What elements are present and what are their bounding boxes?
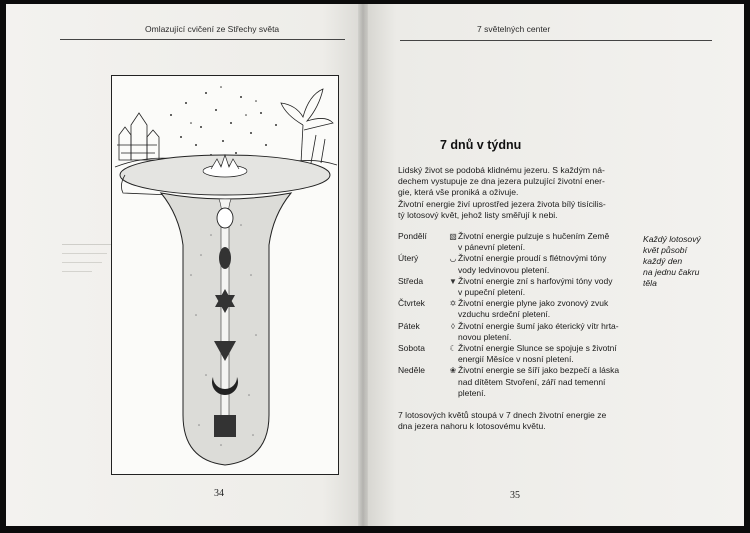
weekday-saturday (398, 343, 638, 365)
margin-note (643, 234, 723, 289)
moon-symbol-icon: ☾ (449, 344, 457, 354)
weekday-thursday (398, 298, 638, 320)
crown-lotus-icon (217, 208, 233, 228)
description-line: Životní energie pulzuje s hučením Země (458, 231, 610, 241)
description-line: vzduchu srdeční pletení. (458, 309, 551, 320)
description-line: v pánevní pletení. (458, 242, 526, 253)
left-page-number: 34 (214, 488, 224, 499)
intro-line: Životní energie živí uprostřed jezera života bílý tisícilis- (398, 198, 606, 209)
lotus-symbol-icon: ❀ (449, 366, 457, 376)
closing-line: 7 lotosových květů stoupá v 7 dnech životní energie ze (398, 410, 607, 420)
weekday-list (398, 231, 638, 399)
description-line: Životní energie zní s harfovými tóny vody (458, 275, 613, 286)
crescent-symbol-icon: ◡ (449, 254, 457, 264)
weekday-name: Úterý (398, 253, 419, 264)
description-line: novou pletení. (458, 331, 512, 342)
weekday-description (458, 343, 638, 365)
weekday-name: Pátek (398, 320, 420, 331)
intro-paragraph (398, 165, 638, 221)
show-through-text (62, 240, 112, 276)
intro-line: tý lotosový květ, jehož listy směřují k nebi. (398, 209, 558, 220)
energy-stem (219, 199, 231, 435)
oval-symbol-icon: ◊ (451, 321, 455, 331)
weekday-description (458, 365, 638, 399)
third-eye-oval-icon (219, 247, 231, 269)
weekday-tuesday (398, 253, 638, 275)
weekday-name: Středa (398, 275, 424, 286)
left-header-rule (60, 39, 345, 40)
intro-line: Lidský život se podobá klidnému jezeru. S každým ná- (398, 165, 605, 175)
description-line: v pupeční pletení. (458, 287, 526, 298)
weekday-description (458, 321, 638, 343)
earth-square-icon (214, 415, 236, 437)
weekday-name: Čtvrtek (398, 298, 425, 309)
weekday-monday (398, 231, 638, 253)
description-line: pletení. (458, 387, 486, 398)
description-line: Životní energie plyne jako zvonový zvuk (458, 298, 609, 309)
margin-note-line: každý den (643, 256, 683, 266)
intro-line: dechem vystupuje ze dna jezera pulzující životní ener- (398, 176, 605, 187)
triangle-symbol-icon: ▼ (449, 276, 457, 286)
description-line: energií Měsíce v nosní pletení. (458, 354, 574, 365)
weekday-name: Sobota (398, 343, 425, 354)
weekday-description (458, 231, 638, 253)
chakra-lotus-illustration (111, 75, 339, 475)
right-running-head: 7 světelných center (477, 24, 551, 34)
weekday-friday (398, 321, 638, 343)
margin-note-line: květ působí (643, 245, 687, 255)
margin-note-line: na jednu čakru (643, 267, 700, 277)
square-symbol-icon: ▧ (449, 232, 457, 241)
weekday-description (458, 276, 638, 298)
weekday-name: Neděle (398, 365, 425, 376)
closing-line: dna jezera nahoru k lotosovému květu. (398, 421, 546, 432)
book-gutter (358, 4, 368, 526)
section-title: 7 dnů v týdnu (440, 138, 522, 152)
weekday-description (458, 298, 638, 320)
weekday-description (458, 253, 638, 275)
description-line: Životní energie Slunce se spojuje s životní (458, 343, 617, 354)
margin-note-line: Každý lotosový (643, 234, 701, 244)
description-line: Životní energie proudí s flétnovými tóny (458, 253, 607, 264)
left-running-head: Omlazující cvičení ze Střechy světa (145, 24, 280, 34)
weekday-wednesday (398, 276, 638, 298)
weekday-name: Pondělí (398, 231, 427, 241)
intro-line: gie, která vše proniká a oživuje. (398, 187, 519, 198)
weekday-sunday (398, 365, 638, 399)
description-line: Životní energie se šíří jako bezpečí a láska (458, 365, 620, 376)
margin-note-line: těla (643, 278, 657, 288)
description-line: Životní energie šumí jako éterický vítr hrta- (458, 320, 619, 331)
right-page-number: 35 (510, 490, 520, 501)
description-line: vody ledvinovou pletení. (458, 264, 550, 275)
right-header-rule (400, 40, 712, 41)
star-symbol-icon: ✡ (449, 299, 457, 309)
description-line: nad dítětem Stvoření, září nad temenní (458, 376, 606, 387)
closing-paragraph (398, 410, 638, 432)
